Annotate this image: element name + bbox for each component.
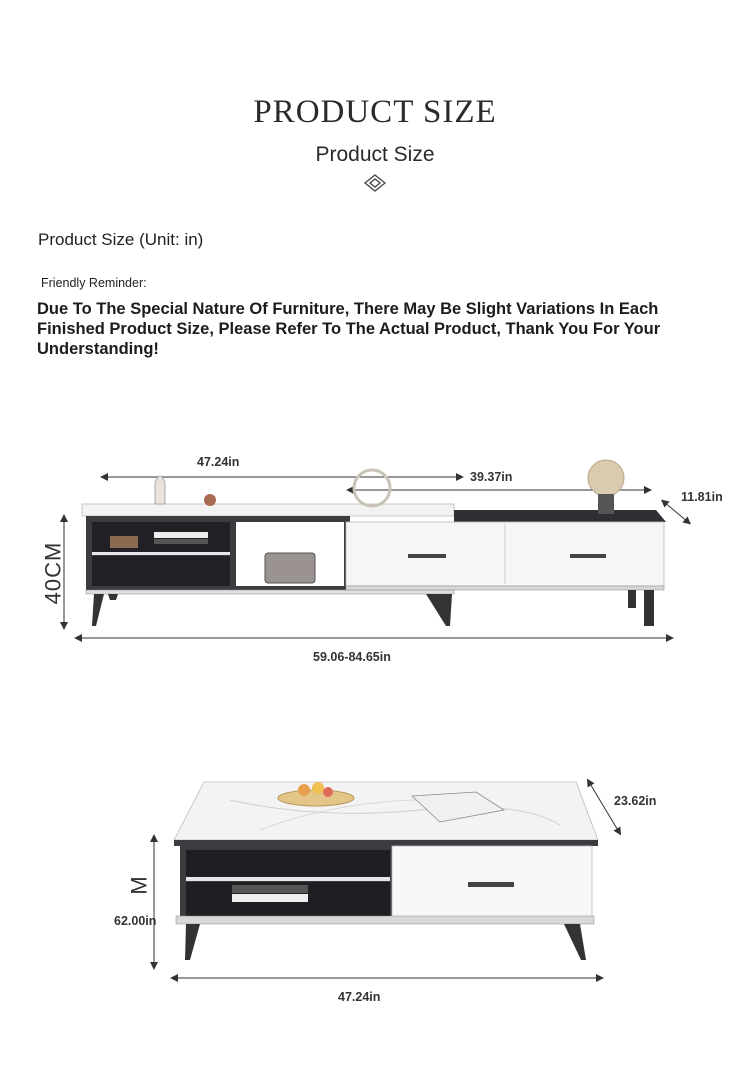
double-diamond-icon [363,174,387,192]
tv-depth-label: 11.81in [681,490,723,504]
page-subtitle: Product Size [315,143,435,166]
ct-top [174,782,598,840]
depth-line [664,502,688,522]
tv-total-width-label: 59.06-84.65in [313,650,391,664]
left-top [82,504,454,516]
tv-width-right-label: 39.37in [470,470,513,484]
tv-cabinet-drawing [0,440,750,680]
tv-height-label: 40CM [40,541,66,605]
tv-width-left-label: 47.24in [197,455,240,469]
unit-note: Product Size (Unit: in) [38,230,204,249]
page-title: PRODUCT SIZE [253,94,497,130]
right-top [454,510,666,522]
ct-depth-label: 23.62in [614,794,657,808]
ct-width-label: 47.24in [338,990,381,1004]
ct-height-label-b: 62.00in [114,914,157,928]
ct-height-label-a: M [126,875,152,895]
reminder-label: Friendly Reminder: [41,276,147,290]
reminder-text: Due To The Special Nature Of Furniture, There May Be Slight Variations In Each Finished Product Size, Please Refer To The Actual Product, Thank You For Your Understanding! [37,300,661,358]
